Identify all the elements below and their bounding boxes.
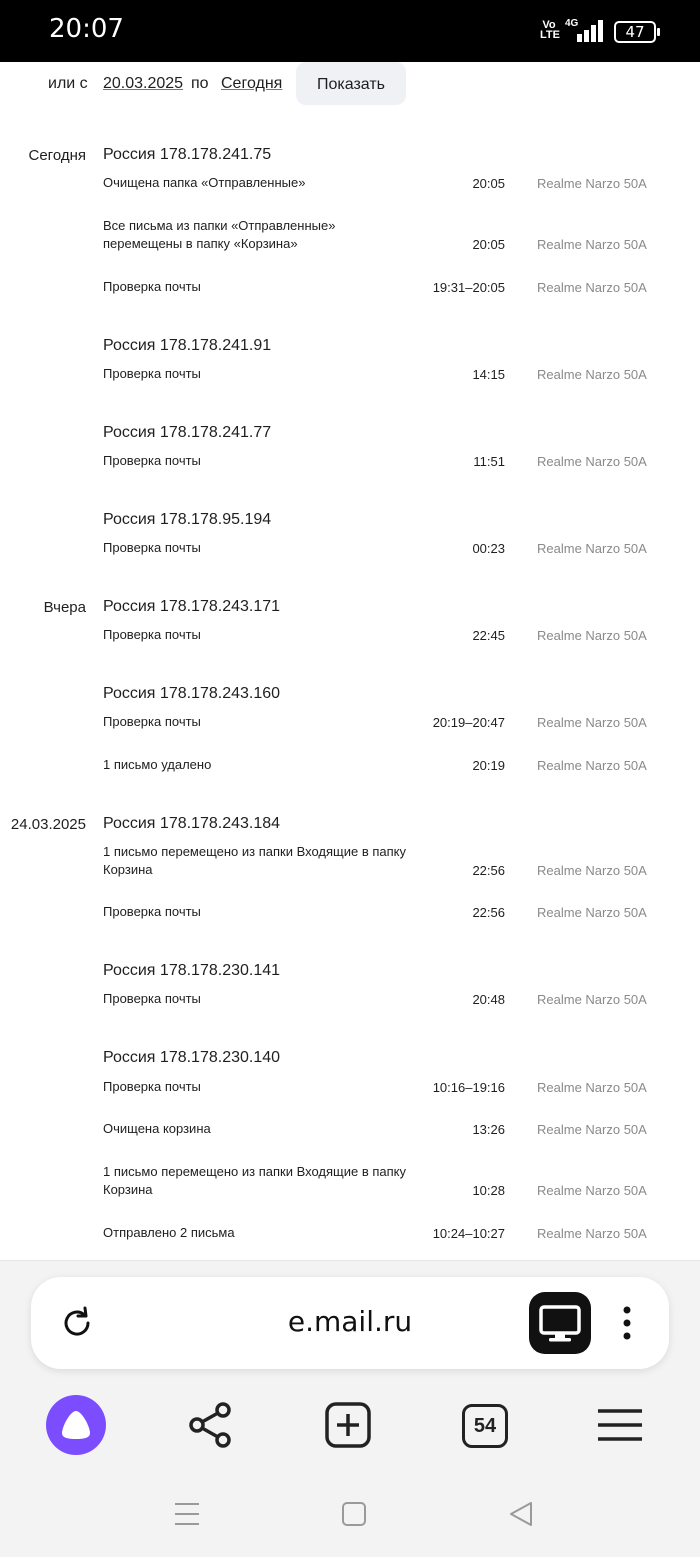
event-time: 20:48 (472, 992, 505, 1007)
event-text: Отправлено 2 письма (103, 1225, 235, 1240)
event-text: Проверка почты (103, 540, 201, 555)
event-text: Проверка почты (103, 627, 201, 642)
status-bar (0, 0, 700, 62)
event-device: Realme Narzo 50A (537, 628, 647, 643)
event-text: Проверка почты (103, 991, 201, 1006)
desktop-icon (529, 1292, 591, 1354)
volte-indicator: Vo LTE (540, 19, 560, 41)
event-time: 22:45 (472, 628, 505, 643)
event-device: Realme Narzo 50A (537, 758, 647, 773)
desktop-mode-button[interactable] (529, 1292, 591, 1354)
event-text: Проверка почты (103, 279, 201, 294)
event-time: 00:23 (472, 541, 505, 556)
home-icon[interactable] (341, 1501, 367, 1527)
event-text: Очищена папка «Отправленные» (103, 175, 306, 190)
date-from-link[interactable]: 20.03.2025 (103, 75, 184, 92)
session-title: Россия 178.178.243.184 (103, 815, 281, 832)
browser-bottom-panel (0, 1260, 700, 1557)
recent-apps-icon[interactable] (174, 1501, 200, 1527)
day-label: Сегодня (28, 147, 86, 164)
event-text: Проверка почты (103, 904, 201, 919)
alice-button[interactable] (46, 1395, 106, 1455)
session-title: Россия 178.178.241.77 (103, 424, 272, 441)
event-device: Realme Narzo 50A (537, 280, 647, 295)
date-filter (0, 62, 700, 122)
filter-from-label: или с (48, 75, 88, 92)
session-title: Россия 178.178.243.160 (103, 685, 281, 702)
event-time: 22:56 (472, 905, 505, 920)
battery-icon: 47 (614, 21, 656, 43)
show-button[interactable]: Показать (296, 62, 406, 105)
kebab-menu-icon[interactable] (619, 1305, 635, 1341)
session-title: Россия 178.178.243.171 (103, 598, 281, 615)
event-device: Realme Narzo 50A (537, 367, 647, 382)
event-device: Realme Narzo 50A (537, 237, 647, 252)
event-text: Проверка почты (103, 453, 201, 468)
event-device: Realme Narzo 50A (537, 1183, 647, 1198)
event-time: 13:26 (472, 1122, 505, 1137)
event-time: 11:51 (473, 454, 505, 469)
event-time: 10:28 (472, 1183, 505, 1198)
session-title: Россия 178.178.230.141 (103, 962, 281, 979)
event-device: Realme Narzo 50A (537, 1122, 647, 1137)
event-device: Realme Narzo 50A (537, 863, 647, 878)
event-time: 20:05 (472, 176, 505, 191)
event-text: Проверка почты (103, 366, 201, 381)
signal-icon (577, 20, 607, 42)
network-type: 4G (565, 18, 579, 29)
hamburger-icon[interactable] (590, 1395, 650, 1455)
event-text: Проверка почты (103, 714, 201, 729)
event-time: 10:24–10:27 (432, 1226, 505, 1241)
browser-toolbar (0, 1391, 700, 1461)
event-time: 20:19–20:47 (432, 715, 505, 730)
event-device: Realme Narzo 50A (537, 454, 647, 469)
event-time: 10:16–19:16 (432, 1080, 505, 1095)
back-icon[interactable] (507, 1500, 535, 1528)
session-title: Россия 178.178.230.140 (103, 1049, 281, 1066)
new-tab-icon[interactable] (318, 1395, 378, 1455)
day-label: Вчера (43, 599, 86, 616)
event-device: Realme Narzo 50A (537, 905, 647, 920)
event-time: 19:31–20:05 (432, 280, 505, 295)
session-title: Россия 178.178.241.91 (103, 337, 272, 354)
share-icon[interactable] (181, 1395, 241, 1455)
session-title: Россия 178.178.241.75 (103, 146, 272, 163)
tabs-icon[interactable]: 54 (462, 1404, 508, 1448)
event-text: 1 письмо перемещено из папки Входящие в папку Корзина (103, 1164, 407, 1197)
address-bar[interactable] (31, 1277, 669, 1369)
filter-to-label: по (191, 75, 209, 92)
event-device: Realme Narzo 50A (537, 1226, 647, 1241)
status-time: 20:07 (49, 14, 124, 44)
alice-icon (46, 1395, 106, 1455)
date-to-link[interactable]: Сегодня (221, 75, 283, 92)
event-text: Все письма из папки «Отправленные» перемещены в папку «Корзина» (103, 218, 336, 251)
event-text: 1 письмо удалено (103, 757, 212, 772)
event-time: 14:15 (472, 367, 505, 382)
event-time: 20:19 (472, 758, 505, 773)
event-text: Очищена корзина (103, 1121, 211, 1136)
event-device: Realme Narzo 50A (537, 992, 647, 1007)
event-device: Realme Narzo 50A (537, 1080, 647, 1095)
day-label: 24.03.2025 (10, 816, 86, 833)
system-navigation-bar (0, 1489, 700, 1539)
event-device: Realme Narzo 50A (537, 715, 647, 730)
event-text: Проверка почты (103, 1079, 201, 1094)
event-text: 1 письмо перемещено из папки Входящие в папку Корзина (103, 844, 407, 877)
session-title: Россия 178.178.95.194 (103, 511, 272, 528)
event-device: Realme Narzo 50A (537, 176, 647, 191)
event-time: 22:56 (472, 863, 505, 878)
event-time: 20:05 (472, 237, 505, 252)
url-text[interactable]: e.mail.ru (287, 1305, 413, 1338)
event-device: Realme Narzo 50A (537, 541, 647, 556)
